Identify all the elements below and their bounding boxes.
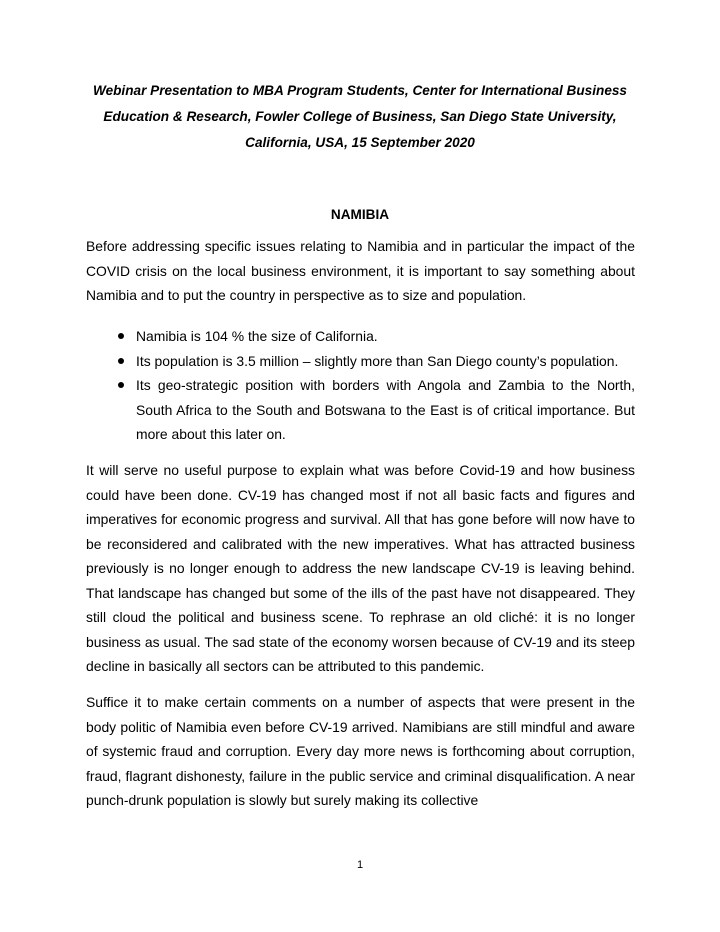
document-title: Webinar Presentation to MBA Program Students, Center for International Business Education & Research, Fowler College of Business, San Diego State University, California, USA, 15 September 2020	[92, 83, 627, 150]
bullet-icon	[118, 358, 124, 364]
fact-list-item	[86, 349, 635, 374]
fact-list	[86, 324, 635, 447]
fact-list-item	[86, 324, 635, 349]
bullet-icon	[118, 382, 124, 388]
fact-text: Namibia is 104 % the size of California.	[136, 328, 378, 344]
section-heading: NAMIBIA	[330, 207, 390, 222]
page-number: 1	[356, 859, 364, 871]
fact-text: Its geo-strategic position with borders with Angola and Zambia to the North, South Africa to the South and Botswana to the East is of critical importance. But more about this later on.	[136, 377, 635, 442]
bullet-icon	[118, 333, 124, 339]
paragraph-covid-impact: It will serve no useful purpose to explain what was before Covid-19 and how business could have been done. CV-19 has changed most if not all basic facts and figures and imperatives for economic progress and survival. All that has gone before will now have to be reconsidered and calibrated with the new imperatives. What has attracted business previously is no longer enough to address the new landscape CV-19 is leaving behind. That landscape has changed but some of the ills of the past have not disappeared. They still cloud the political and business scene. To rephrase an old cliché: it is no longer business as usual. The sad state of the economy worsen because of CV-19 and its steep decline in basically all sectors can be attributed to this pandemic.	[86, 462, 635, 674]
paragraph-intro: Before addressing specific issues relating to Namibia and in particular the impact of the COVID crisis on the local business environment, it is important to say something about Namibia and to put the country in perspective as to size and population.	[86, 238, 635, 303]
fact-list-item	[86, 373, 635, 447]
fact-text: Its population is 3.5 million – slightly more than San Diego county’s population.	[136, 352, 619, 369]
paragraph-corruption: Suffice it to make certain comments on a number of aspects that were present in the body politic of Namibia even before CV-19 arrived. Namibians are still mindful and aware of systemic fraud and corruption. Every day more news is forthcoming about corruption, fraud, flagrant dishonesty, failure in the public service and criminal disqualification. A near punch-drunk population is slowly but surely making its collective	[86, 694, 635, 808]
